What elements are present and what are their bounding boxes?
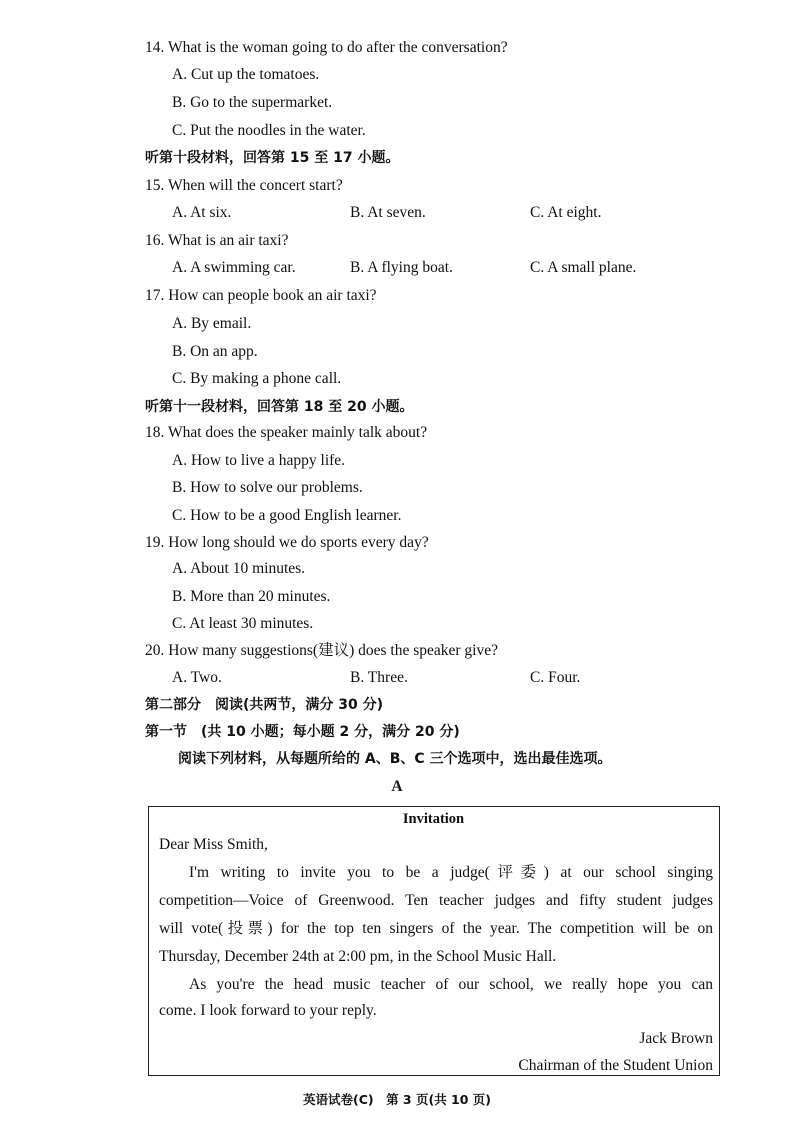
signature-name: Jack Brown	[639, 1030, 713, 1047]
question-17-stem: 17. How can people book an air taxi?	[145, 287, 377, 304]
question-20-option-c: C. Four.	[530, 669, 581, 686]
question-14-option-a: A. Cut up the tomatoes.	[172, 66, 320, 83]
question-18-option-c: C. How to be a good English learner.	[172, 507, 402, 524]
passage-label: A	[391, 778, 403, 795]
paragraph-2-line-1: As you're the head music teacher of our school, we really hope you can	[189, 976, 713, 993]
question-14-option-c: C. Put the noodles in the water.	[172, 122, 366, 139]
question-16-stem: 16. What is an air taxi?	[145, 232, 289, 249]
question-16-option-b: B. A flying boat.	[350, 259, 453, 276]
question-17-option-b: B. On an app.	[172, 343, 258, 360]
part-two-heading: 第二部分 阅读(共两节，满分 30 分)	[145, 697, 384, 713]
question-20-option-b: B. Three.	[350, 669, 408, 686]
question-17-option-a: A. By email.	[172, 315, 252, 332]
question-15-option-a: A. At six.	[172, 204, 232, 221]
question-16-option-c: C. A small plane.	[530, 259, 637, 276]
reading-instruction: 阅读下列材料，从每题所给的 A、B、C 三个选项中，选出最佳选项。	[178, 751, 612, 767]
question-14-option-b: B. Go to the supermarket.	[172, 94, 333, 111]
question-18-stem: 18. What does the speaker mainly talk about?	[145, 424, 428, 441]
instruction-passage-10: 听第十段材料，回答第 15 至 17 小题。	[145, 150, 400, 166]
page-footer: 英语试卷(C) 第 3 页(共 10 页)	[302, 1092, 492, 1107]
paragraph-2-line-2: come. I look forward to your reply.	[159, 1002, 377, 1019]
question-18-option-a: A. How to live a happy life.	[172, 452, 346, 469]
invitation-title: Invitation	[402, 811, 465, 827]
paragraph-1-line-3: will vote(投票) for the top ten singers of the year. The competition will be on	[159, 920, 713, 937]
instruction-passage-11: 听第十一段材料，回答第 18 至 20 小题。	[145, 399, 414, 415]
question-19-stem: 19. How long should we do sports every day?	[145, 534, 429, 551]
paragraph-1-line-2: competition—Voice of Greenwood. Ten teacher judges and fifty student judges	[159, 892, 713, 909]
paragraph-1-line-4: Thursday, December 24th at 2:00 pm, in the School Music Hall.	[159, 948, 557, 965]
question-15-option-c: C. At eight.	[530, 204, 602, 221]
question-20-stem: 20. How many suggestions(建议) does the speaker give?	[145, 642, 498, 659]
question-14-stem: 14. What is the woman going to do after the conversation?	[145, 39, 508, 56]
section-one-heading: 第一节 (共 10 小题；每小题 2 分，满分 20 分)	[145, 724, 460, 740]
invitation-box	[148, 806, 720, 1076]
question-16-option-a: A. A swimming car.	[172, 259, 296, 276]
question-20-option-a: A. Two.	[172, 669, 222, 686]
question-17-option-c: C. By making a phone call.	[172, 370, 342, 387]
paragraph-1-line-1: I'm writing to invite you to be a judge(评委) at our school singing	[189, 864, 713, 881]
question-19-option-a: A. About 10 minutes.	[172, 560, 306, 577]
signature-title: Chairman of the Student Union	[518, 1057, 713, 1074]
question-18-option-b: B. How to solve our problems.	[172, 479, 363, 496]
question-19-option-b: B. More than 20 minutes.	[172, 588, 331, 605]
question-15-option-b: B. At seven.	[350, 204, 426, 221]
invitation-greeting: Dear Miss Smith,	[159, 836, 268, 853]
question-19-option-c: C. At least 30 minutes.	[172, 615, 314, 632]
question-15-stem: 15. When will the concert start?	[145, 177, 343, 194]
